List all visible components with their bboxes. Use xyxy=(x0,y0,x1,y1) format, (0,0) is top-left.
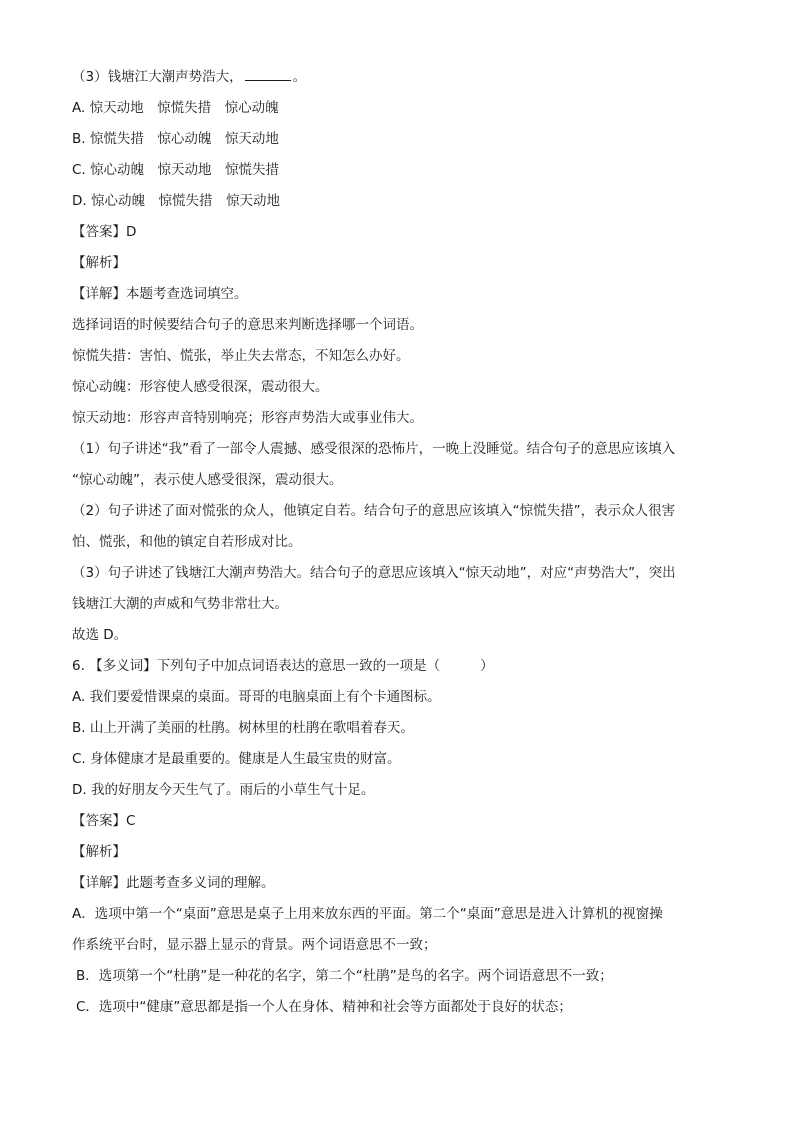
answer-blank xyxy=(245,68,291,81)
option-a: A. 我们要爱惜课桌的桌面。哥哥的电脑桌面上有个卡通图标。 xyxy=(72,689,441,705)
question-stem-end: 。 xyxy=(292,69,307,85)
option-d: D. 惊心动魄 惊慌失措 惊天动地 xyxy=(72,193,280,209)
question-6-stem xyxy=(72,657,722,675)
answer-line: 【答案】C xyxy=(72,813,136,829)
detail-line: B．选项第一个“杜鹃”是一种花的名字，第二个“杜鹃”是鸟的名字。两个词语意思不一致； xyxy=(76,968,613,984)
detail-line: （3）句子讲述了钱塘江大潮声势浩大。结合句子的意思应该填入“惊天动地”，对应“声势浩大”，突出 xyxy=(72,565,676,581)
option-c: C. 惊心动魄 惊天动地 惊慌失措 xyxy=(72,162,280,178)
detail-line: “惊心动魄”，表示使人感受很深，震动很大。 xyxy=(72,472,343,488)
question-stem xyxy=(72,68,722,86)
detail-line: 【详解】此题考查多义词的理解。 xyxy=(72,875,275,891)
analysis-label: 【解析】 xyxy=(72,844,126,860)
detail-line: 钱塘江大潮的声威和气势非常壮大。 xyxy=(72,596,288,612)
detail-line: 故选 D。 xyxy=(72,627,128,643)
detail-line: 怕、慌张，和他的镇定自若形成对比。 xyxy=(72,534,302,550)
answer-line: 【答案】D xyxy=(72,224,137,240)
detail-line: 惊慌失措：害怕、慌张，举止失去常态，不知怎么办好。 xyxy=(72,348,410,364)
option-d: D. 我的好朋友今天生气了。雨后的小草生气十足。 xyxy=(72,782,375,798)
option-b: B. 山上开满了美丽的杜鹃。树林里的杜鹃在歌唱着春天。 xyxy=(72,720,414,736)
detail-line: 惊天动地：形容声音特别响亮；形容声势浩大或事业伟大。 xyxy=(72,410,423,426)
detail-line: 【详解】本题考查选词填空。 xyxy=(72,286,248,302)
detail-line: （2）句子讲述了面对慌张的众人，他镇定自若。结合句子的意思应该填入“惊慌失措”，表示众人很害 xyxy=(72,503,676,519)
detail-line: C．选项中“健康”意思都是指一个人在身体、精神和社会等方面都处于良好的状态； xyxy=(76,999,572,1015)
detail-line: A．选项中第一个“桌面”意思是桌子上用来放东西的平面。第二个“桌面”意思是进入计算机的视窗操 xyxy=(72,906,663,922)
question-stem-text: （3）钱塘江大潮声势浩大， xyxy=(72,69,243,85)
detail-line: 选择词语的时候要结合句子的意思来判断选择哪一个词语。 xyxy=(72,317,423,333)
question-6-stem-end: ） xyxy=(480,658,494,674)
detail-line: 惊心动魄：形容使人感受很深，震动很大。 xyxy=(72,379,329,395)
option-b: B. 惊慌失措 惊心动魄 惊天动地 xyxy=(72,131,279,147)
option-c: C. 身体健康才是最重要的。健康是人生最宝贵的财富。 xyxy=(72,751,401,767)
question-6-stem-text: 6. 【多义词】下列句子中加点词语表达的意思一致的一项是（ xyxy=(72,658,441,674)
detail-line: （1）句子讲述“我”看了一部令人震撼、感受很深的恐怖片，一晚上没睡觉。结合句子的意思应该填入 xyxy=(72,441,676,457)
analysis-label: 【解析】 xyxy=(72,255,126,271)
option-a: A. 惊天动地 惊慌失措 惊心动魄 xyxy=(72,100,279,116)
detail-line: 作系统平台时，显示器上显示的背景。两个词语意思不一致； xyxy=(72,937,437,953)
